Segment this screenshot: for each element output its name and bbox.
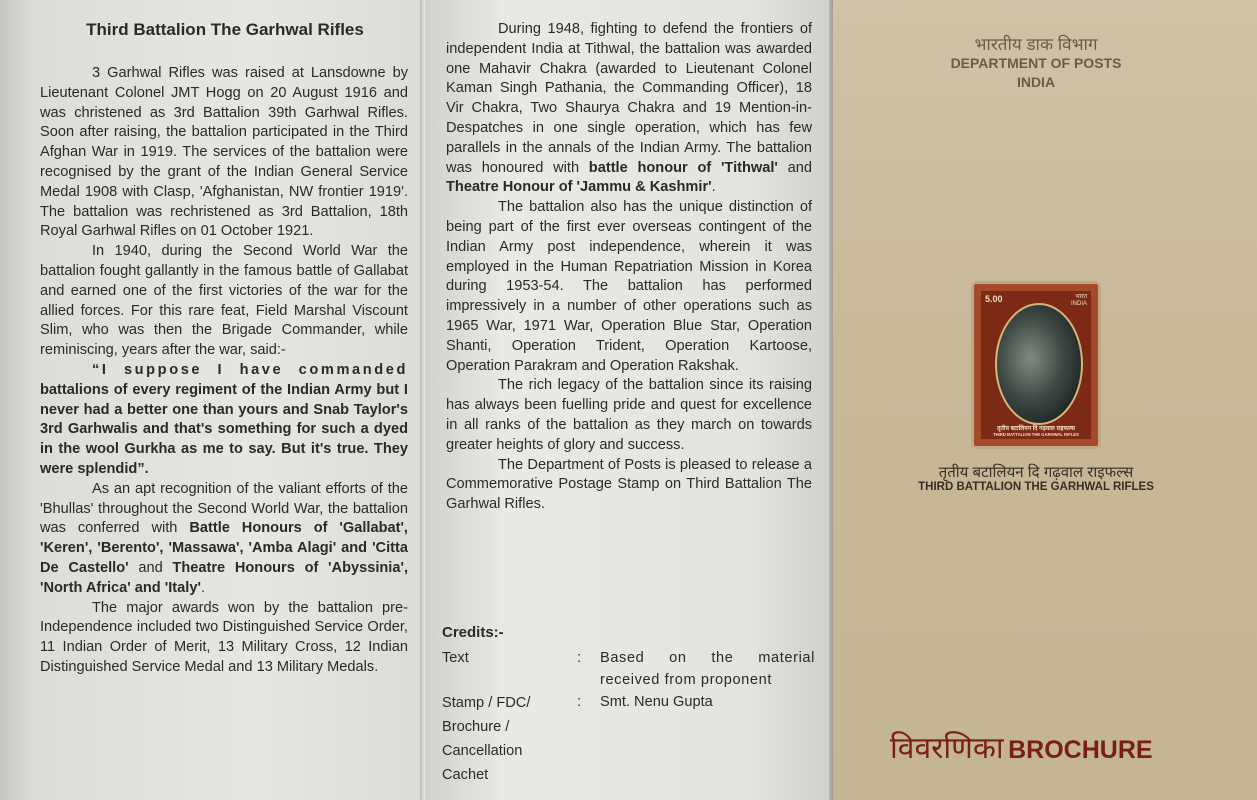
postage-stamp xyxy=(974,284,1098,446)
credit-stamp-value: Smt. Nenu Gupta xyxy=(600,694,713,710)
stamp-caption-hindi-large: तृतीय बटालियन दि गढ़वाल राइफल्स xyxy=(938,464,1134,481)
brochure-label xyxy=(890,726,1153,767)
stamp-denomination: 5.00 xyxy=(985,294,1003,304)
stamp-caption-large: THIRD BATTALION THE GARHWAL RIFLES xyxy=(918,481,1154,493)
credit-text-sep: : xyxy=(577,650,582,666)
tithwal-end: . xyxy=(711,179,716,196)
jk-theatre-honour: Theatre Honour of 'Jammu & Kashmir' xyxy=(446,179,712,196)
credit-stamp-label: Stamp / FDC/ Brochure / Cancellation Cachet xyxy=(442,695,531,783)
tithwal-text: During 1948, fighting to defend the frontiers of independent India at Tithwal, the battalion was awarded one Mahavir Chakra (awarded to Lieutenant Colonel Kaman Singh Pathania, the Commanding Officer), 18 Vir Chakra, Two Shaurya Chakra and 19 Mention-in-Despatches in one single operation, which has few parallels in the annals of the Indian Army. The battalion was honoured with xyxy=(446,21,812,176)
dept-country: INDIA xyxy=(1016,74,1056,90)
honours-text: As an apt recognition of the valiant efforts of the 'Bhullas' throughout the Second World War, the battalion was conferred with xyxy=(40,480,408,537)
stamp-country-english: INDIA xyxy=(1070,301,1087,307)
honours-joiner: and xyxy=(128,559,173,576)
paragraph-awards: The major awards won by the battalion pre-Independence included two Distinguished Service Order, 11 Indian Order of Merit, 13 Military Cross, 12 Indian Distinguished Service Medal and 13 Military Medals. xyxy=(40,599,408,675)
dept-name: DEPARTMENT OF POSTS xyxy=(950,55,1122,71)
paragraph-world-war: In 1940, during the Second World War the battalion fought gallantly in the famous battle of Gallabat and earned one of the first victories of the war for the allied forces. For this rare feat, Field Marshal Viscount Slim, who was then the Brigade Commander, while reminiscing, years after the war, said:- xyxy=(40,243,408,359)
stamp-soldiers-image xyxy=(995,303,1083,425)
paragraph-release: The Department of Posts is pleased to release a Commemorative Postage Stamp on Third Battalion The Garhwal Rifles. xyxy=(446,456,812,513)
paragraph-korea: The battalion also has the unique distinction of being part of the first ever overseas contingent of the Indian Army post independence, wherein it was employed in the Human Repatriation Mission in Korea during 1953-54. The battalion has performed impressively in a number of other operations such as 1965 War, 1971 War, Operation Blue Star, Operation Shanti, Operation Trident, Operation Kartoose, Operation Parakram and Operation Rakshak. xyxy=(446,199,812,374)
credits-heading: Credits:- xyxy=(442,624,504,641)
paragraph-raising: 3 Garhwal Rifles was raised at Lansdowne by Lieutenant Colonel JMT Hogg on 20 August 1916 and was christened as 3rd Battalion 39th Garhwal Rifles. Soon after raising, the battalion participated in the Third Afghan War in 1919. The services of the battalion were recognised by the grant of the Indian General Service Medal 1908 with Clasp, 'Afghanistan, NW frontier 1919'. The battalion was rechristened as 3rd Battalion, 18th Royal Garhwal Rifles on 01 October 1921. xyxy=(40,65,408,240)
brochure-title: Third Battalion The Garhwal Rifles xyxy=(86,20,364,39)
stamp-country-hindi: भारत xyxy=(1075,294,1087,300)
brochure-english: BROCHURE xyxy=(1008,736,1153,764)
paragraph-legacy: The rich legacy of the battalion since its raising has always been fuelling pride and quest for excellence in all ranks of the battalion as they march on towards greater heights of glory and success. xyxy=(446,377,812,453)
stamp-caption: THIRD BATTALION THE GARHWAL RIFLES xyxy=(993,432,1079,437)
stamp-face xyxy=(981,291,1091,439)
dept-hindi: भारतीय डाक विभाग xyxy=(974,35,1098,54)
tithwal-honour: battle honour of 'Tithwal' xyxy=(588,159,778,176)
middle-column-text xyxy=(446,20,812,515)
stamp-caption-hindi: तृतीय बटालियन दि गढ़वाल राइफल्स xyxy=(997,426,1075,432)
honours-end: . xyxy=(200,579,205,596)
theatre-honours: Theatre Honours of 'Abyssinia', 'North Africa' and 'Italy' xyxy=(40,559,408,596)
left-column-text xyxy=(40,64,408,678)
battle-honours: Battle Honours of 'Gallabat', 'Keren', 'Berento', 'Massawa', 'Amba Alagi' and 'Citta De Castello' xyxy=(40,520,408,576)
slim-quote xyxy=(40,361,408,480)
stamp-country xyxy=(1071,294,1087,308)
paragraph-tithwal xyxy=(446,20,812,198)
credit-text-value: Based on the material received from proponent xyxy=(600,650,815,688)
tithwal-joiner: and xyxy=(777,159,812,176)
credit-text-label: Text xyxy=(442,650,469,666)
quote-opening: “I suppose I have commanded xyxy=(92,361,408,378)
credit-stamp-sep: : xyxy=(577,694,582,710)
brochure-hindi: विवरणिका xyxy=(890,732,1004,765)
paragraph-honours xyxy=(40,480,408,599)
quote-body: battalions of every regiment of the Indian Army but I never had a better one than yours and Snab Taylor's 3rd Garhwalis and that's something for such a dyed in the wool Gurkha as me to say. But it's true. They were splendid”. xyxy=(40,381,408,477)
